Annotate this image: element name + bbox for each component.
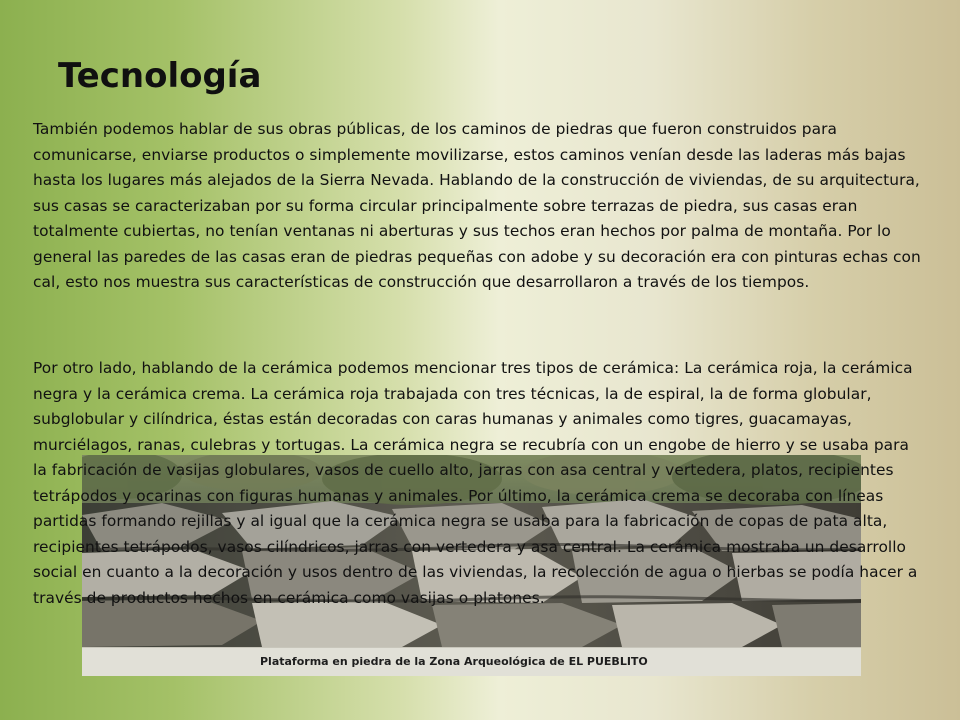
photo-caption-bar: [82, 647, 861, 676]
body-paragraph-1: También podemos hablar de sus obras públicas, de los caminos de piedras que fueron construidos para comunicarse, enviarse productos o simplemente movilizarse, estos caminos venían desde las laderas más bajas hasta los lugares más alejados de la Sierra Nevada. Hablando de la construcción de viviendas, de su arquitectura, sus casas se caracterizaban por su forma circular principalmente sobre terrazas de piedra, sus casas eran totalmente cubiertas, no tenían ventanas ni aberturas y sus techos eran hechos por palma de montaña. Por lo general las paredes de las casas eran de piedras pequeñas con adobe y su decoración era con pinturas echas con cal, esto nos muestra sus características de construcción que desarrollaron a través de los tiempos.: [33, 120, 921, 291]
slide-title: Tecnología: [58, 56, 262, 96]
photo-caption: Plataforma en piedra de la Zona Arqueológica de EL PUEBLITO: [260, 655, 648, 668]
body-paragraph-2: Por otro lado, hablando de la cerámica podemos mencionar tres tipos de cerámica: La cerámica roja, la cerámica negra y la cerámica crema. La cerámica roja trabajada con tres técnicas, la de espiral, la de forma globular, subglobular y cilíndrica, éstas están decoradas con caras humanas y animales como tigres, guacamayas, murciélagos, ranas, culebras y tortugas. La cerámica negra se recubría con un engobe de hierro y se usaba para la fabricación de vasijas globulares, vasos de cuello alto, jarras con asa central y vertedera, platos, recipientes tetrápodos y ocarinas con figuras humanas y animales. Por último, la cerámica crema se decoraba con líneas partidas formando rejillas y al igual que la cerámica negra se usaba para la fabricación de copas de pata alta, recipientes tetrápodos, vasos cilíndricos, jarras con vertedera y asa central. La cerámica mostraba un desarrollo social en cuanto a la decoración y usos dentro de las viviendas, la recolección de agua o hierbas se podía hacer a través de productos hechos en cerámica como vasijas o platones.: [33, 359, 918, 607]
